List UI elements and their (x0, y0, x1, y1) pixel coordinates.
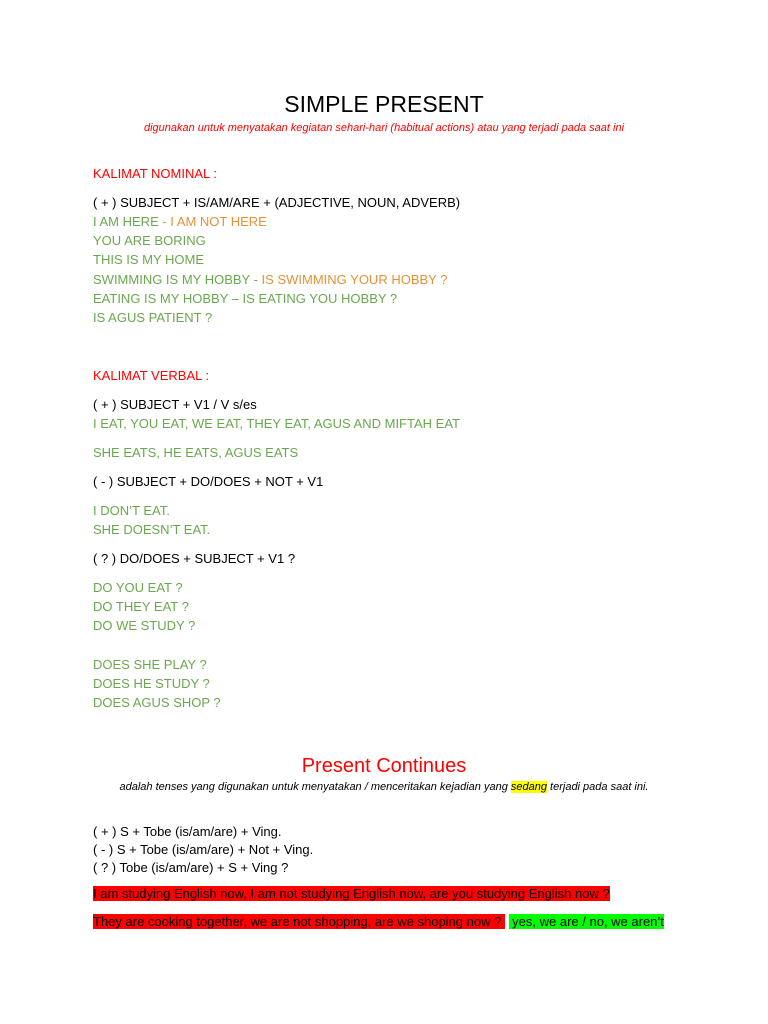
subtitle-text: adalah tenses yang digunakan untuk menyatakan / menceritakan kejadian yang (119, 781, 511, 793)
continuous-formula-negative: ( - ) S + Tobe (is/am/are) + Not + Ving. (93, 842, 314, 857)
section-title: Present Continues (301, 755, 467, 777)
nominal-formula: ( + ) SUBJECT + IS/AM/ARE + (ADJECTIVE, NOUN, ADVERB) (93, 195, 461, 210)
highlighted-word: sedang (510, 781, 547, 793)
verbal-example: I EAT, YOU EAT, WE EAT, THEY EAT, AGUS AND MIFTAH EAT (93, 416, 460, 431)
example-negative: - I AM NOT HERE (162, 214, 267, 229)
section-subtitle (0, 780, 768, 795)
nominal-example-line (93, 214, 267, 230)
question-example: DO WE STUDY ? (93, 618, 196, 633)
question-example: DOES SHE PLAY ? (93, 657, 207, 672)
highlighted-example: They are cooking together, we are not shopping, are we shoping now ? (93, 914, 505, 929)
example-positive: SWIMMING IS MY HOBBY - (93, 272, 258, 287)
question-example: DO YOU EAT ? (93, 580, 183, 595)
example-question: IS SWIMMING YOUR HOBBY ? (257, 272, 448, 287)
verbal-negative-formula: ( - ) SUBJECT + DO/DOES + NOT + V1 (93, 474, 324, 489)
verbal-example: SHE DOESN’T EAT. (93, 522, 211, 537)
verbal-heading: KALIMAT VERBAL : (93, 368, 210, 383)
nominal-example: IS AGUS PATIENT ? (93, 310, 213, 325)
highlighted-answer: yes, we are / no, we aren’t (508, 914, 664, 929)
verbal-positive-formula: ( + ) SUBJECT + V1 / V s/es (93, 397, 257, 412)
verbal-example: I DON’T EAT. (93, 503, 170, 518)
page-subtitle: digunakan untuk menyatakan kegiatan sehari-hari (habitual actions) atau yang terjadi pada saat ini (143, 122, 625, 134)
question-example: DOES HE STUDY ? (93, 676, 210, 691)
question-example: DOES AGUS SHOP ? (93, 695, 221, 710)
verbal-question-formula: ( ? ) DO/DOES + SUBJECT + V1 ? (93, 551, 296, 566)
nominal-example: EATING IS MY HOBBY – IS EATING YOU HOBBY ? (93, 291, 398, 306)
nominal-example: YOU ARE BORING (93, 233, 206, 248)
subtitle-text: terjadi pada saat ini. (546, 781, 649, 793)
nominal-heading: KALIMAT NOMINAL : (93, 166, 218, 181)
highlighted-example: I am studying English now, I am not studying English now, are you studying English now ? (93, 886, 610, 901)
nominal-example-line (93, 272, 447, 288)
continuous-formula-question: ( ? ) Tobe (is/am/are) + S + Ving ? (93, 860, 289, 875)
continuous-example-line (93, 886, 610, 902)
continuous-example-line (93, 914, 664, 930)
continuous-formula-positive: ( + ) S + Tobe (is/am/are) + Ving. (93, 824, 282, 839)
verbal-example: SHE EATS, HE EATS, AGUS EATS (93, 445, 299, 460)
question-example: DO THEY EAT ? (93, 599, 189, 614)
nominal-example: THIS IS MY HOME (93, 252, 204, 267)
example-positive: I AM HERE (93, 214, 163, 229)
page-title: SIMPLE PRESENT (284, 91, 484, 117)
